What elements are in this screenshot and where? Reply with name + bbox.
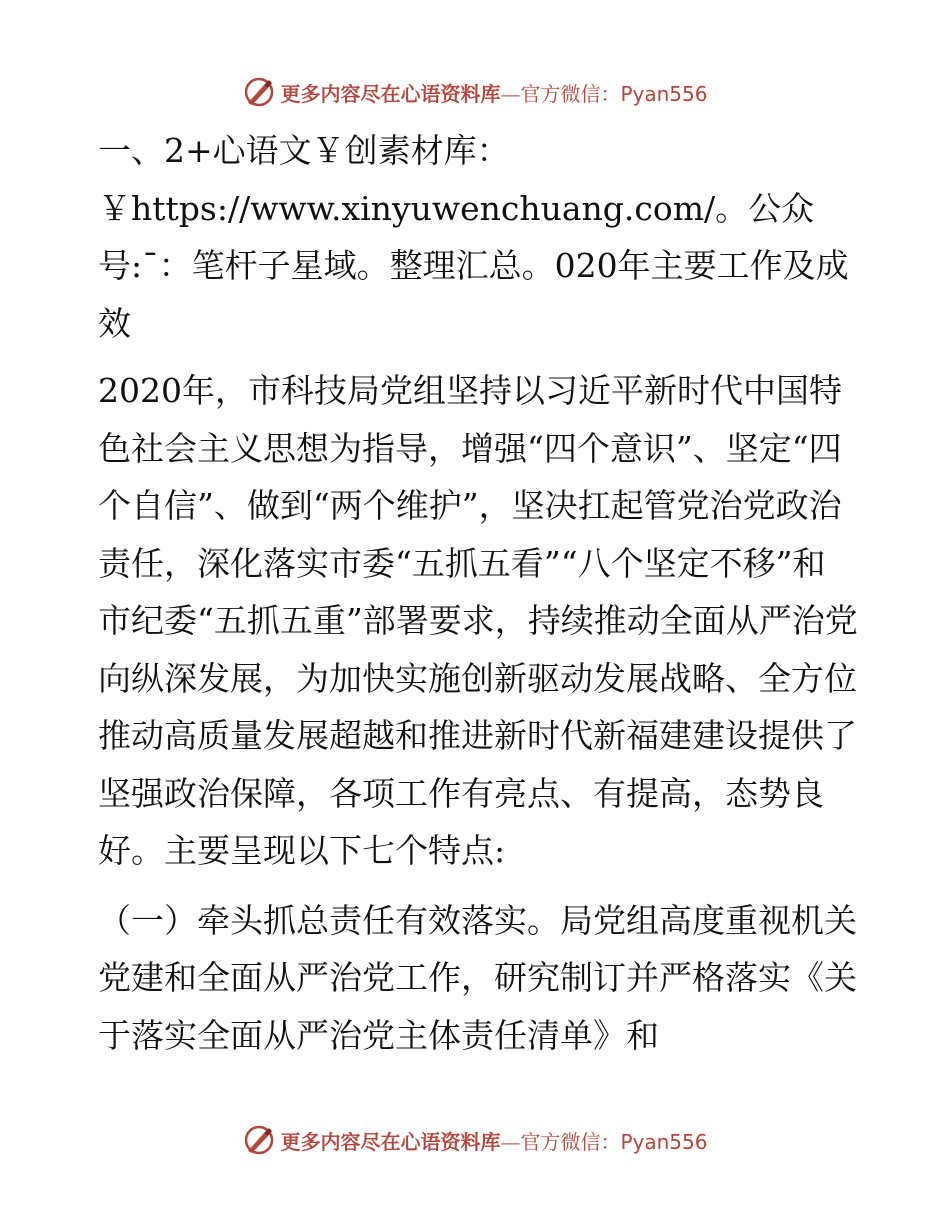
banner-main-text: 更多内容尽在心语资料库 — [280, 81, 501, 106]
footer-watermark-banner — [0, 1120, 950, 1160]
document-body — [98, 122, 858, 1078]
header-watermark-banner — [0, 72, 950, 112]
paragraph-section-1: （一）牵头抓总责任有效落实。局党组高度重视机关党建和全面从严治党工作，研究制订并严格落实《关于落实全面从严治党主体责任清单》和 — [98, 900, 857, 1055]
paragraph-summary: 2020年，市科技局党组坚持以习近平新时代中国特色社会主义思想为指导，增强“四个意识”、坚定“四个自信”、做到“两个维护”，坚决扛起管党治党政治责任，深化落实市委“五抓五看”“八个坚定不移”和市纪委“五抓五重”部署要求，持续推动全面从严治党向纵深发展，为加快实施创新驱动发展战略、全方位推动高质量发展超越和推进新时代新福建建设提供了坚强政治保障，各项工作有亮点、有提高，态势良好。主要呈现以下七个特点: — [98, 371, 858, 870]
pen-logo-icon — [242, 1123, 276, 1157]
banner-main-text: 更多内容尽在心语资料库 — [280, 1129, 501, 1154]
banner-wechat-text: 官方微信：Pyan556 — [520, 1129, 708, 1154]
paragraph-heading: 一、2+心语文￥创素材库：￥https://www.xinyuwenchuang.com/。公众号:¯：笔杆子星域。整理汇总。020年主要工作及成效 — [98, 131, 849, 343]
banner-dash: — — [500, 81, 521, 106]
pen-logo-icon — [242, 75, 276, 109]
banner-wechat-text: 官方微信：Pyan556 — [520, 81, 708, 106]
banner-dash: — — [500, 1129, 521, 1154]
